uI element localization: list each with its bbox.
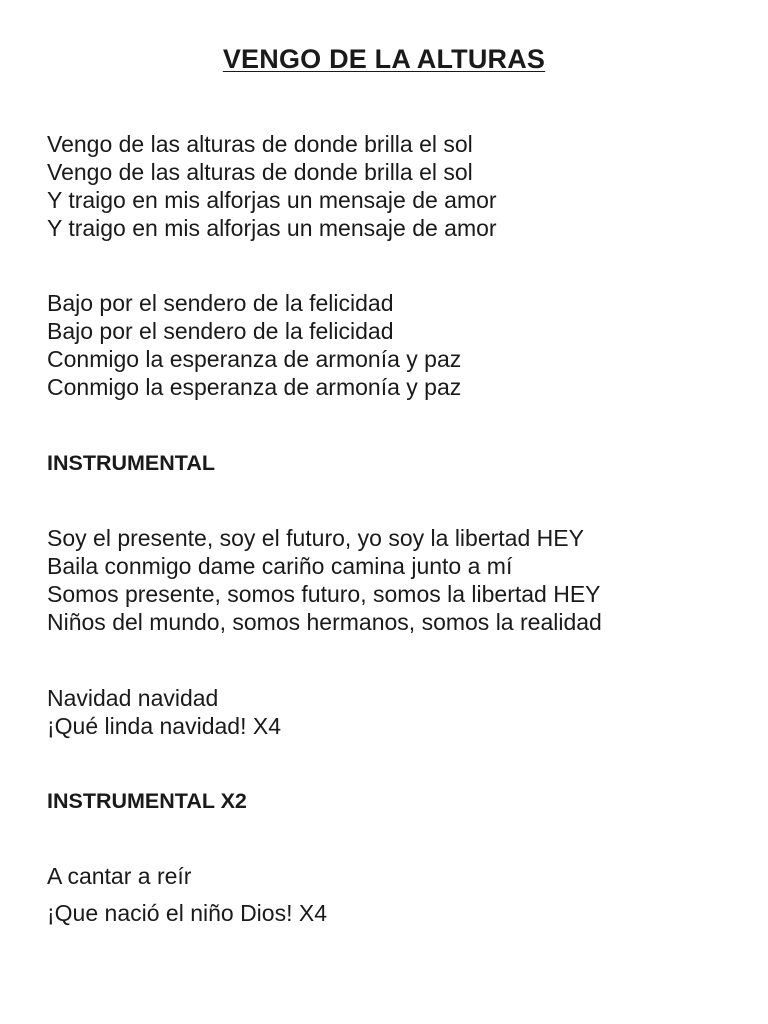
lyric-line: ¡Qué linda navidad! X4 <box>47 713 281 739</box>
song-title: VENGO DE LA ALTURAS <box>222 44 546 74</box>
lyric-line: Bajo por el sendero de la felicidad <box>47 290 394 316</box>
verse-4 <box>47 684 281 740</box>
lyric-line: Baila conmigo dame cariño camina junto a mí <box>47 553 513 579</box>
instrumental-x2-heading: INSTRUMENTAL X2 <box>47 789 247 813</box>
lyric-line: A cantar a reír <box>47 863 192 889</box>
lyric-line: Soy el presente, soy el futuro, yo soy la libertad HEY <box>47 525 584 551</box>
instrumental-heading: INSTRUMENTAL <box>47 451 216 475</box>
verse-3 <box>47 524 602 636</box>
verse-2 <box>47 289 461 401</box>
lyric-line: Conmigo la esperanza de armonía y paz <box>47 346 462 372</box>
lyric-line: Niños del mundo, somos hermanos, somos la realidad <box>47 609 602 635</box>
verse-5 <box>47 862 327 927</box>
lyric-line: Somos presente, somos futuro, somos la libertad HEY <box>47 581 601 607</box>
lyric-line: Vengo de las alturas de donde brilla el sol <box>47 159 473 185</box>
lyric-line: Bajo por el sendero de la felicidad <box>47 318 394 344</box>
lyric-line: Y traigo en mis alforjas un mensaje de amor <box>47 215 497 241</box>
lyric-line: Y traigo en mis alforjas un mensaje de amor <box>47 187 497 213</box>
lyric-line: Navidad navidad <box>47 685 219 711</box>
verse-1 <box>47 130 497 242</box>
lyric-line: Conmigo la esperanza de armonía y paz <box>47 374 462 400</box>
lyric-line: ¡Que nació el niño Dios! X4 <box>47 900 327 926</box>
lyric-line: Vengo de las alturas de donde brilla el sol <box>47 131 473 157</box>
